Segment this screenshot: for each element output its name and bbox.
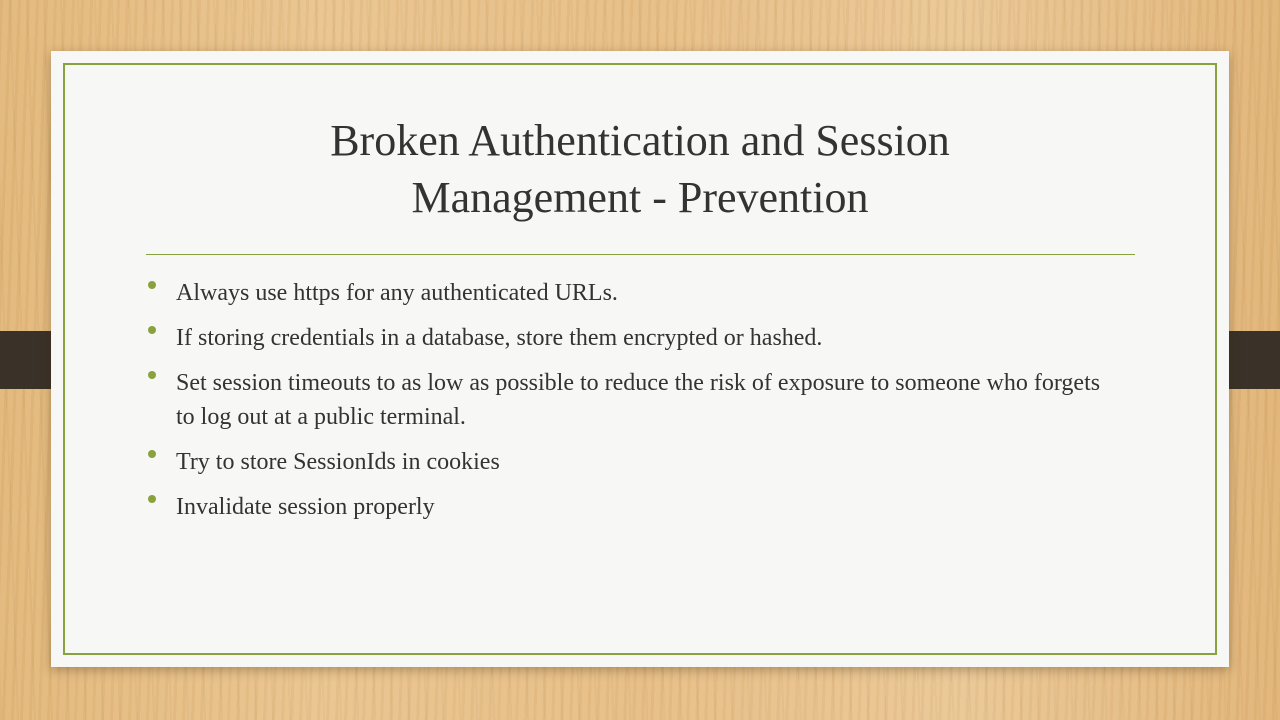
bullet-dot-icon [148,495,156,503]
bullet-list [148,276,1108,535]
bullet-text: Set session timeouts to as low as possible to reduce the risk of exposure to someone who forgets to log out at a public terminal. [176,370,1101,430]
bullet-dot-icon [148,326,156,334]
bullet-dot-icon [148,450,156,458]
bullet-item [148,276,1108,310]
bullet-text: Try to store SessionIds in cookies [176,449,500,475]
bullet-item [148,366,1108,434]
bullet-text: Invalidate session properly [176,494,435,520]
bullet-dot-icon [148,281,156,289]
slide-title [51,112,1229,226]
slide-title-line-1: Broken Authentication and Session [330,116,950,165]
bullet-dot-icon [148,371,156,379]
slide-title-line-2: Management - Prevention [411,173,869,222]
bullet-item [148,445,1108,479]
bullet-item [148,321,1108,355]
bullet-item [148,490,1108,524]
title-divider [146,254,1135,255]
bullet-text: Always use https for any authenticated URLs. [176,280,618,306]
bullet-text: If storing credentials in a database, store them encrypted or hashed. [176,325,823,351]
